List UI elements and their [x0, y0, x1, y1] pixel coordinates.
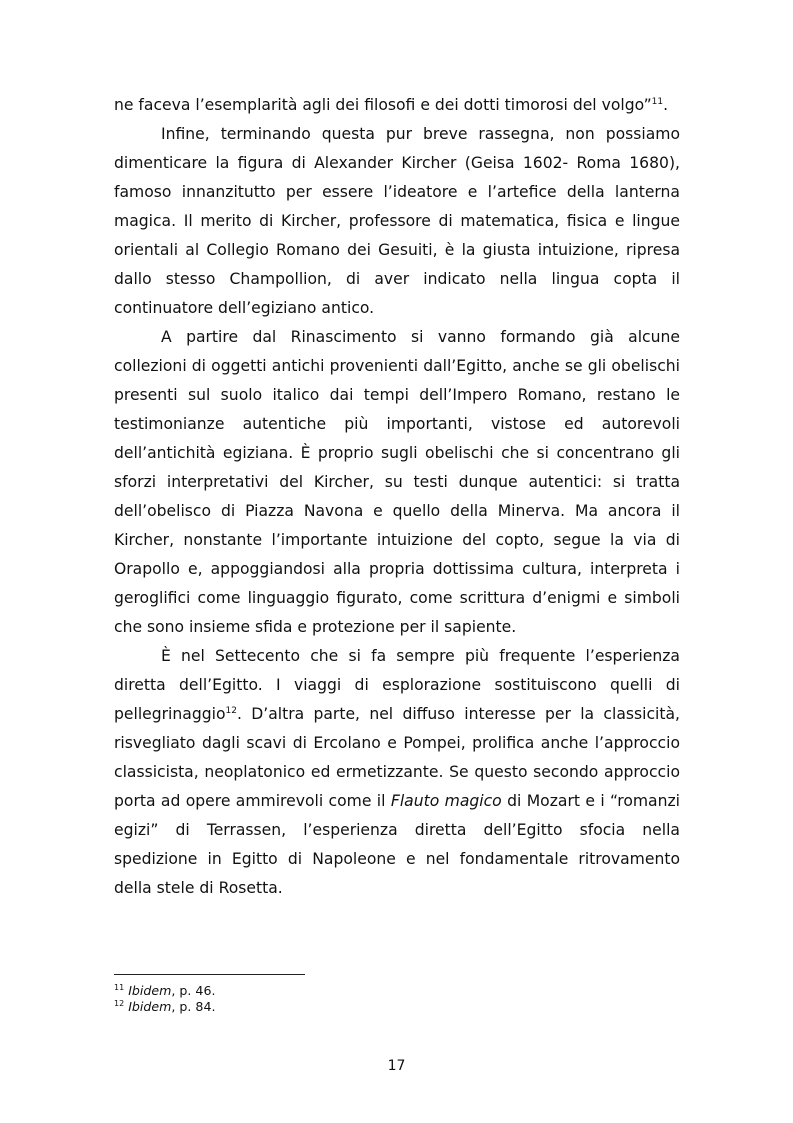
footnote-reference: 12	[225, 705, 237, 716]
page-body	[114, 91, 680, 903]
paragraph-p2	[114, 120, 680, 323]
paragraph-p4	[114, 642, 680, 903]
paragraph-text: di Mozart e i “romanzi egizi” di Terrassen, l’esperienza diretta dell’Egitto sfocia nella spedizione in Egitto di Napoleone e nel fondamentale ritrovamento della stele di Rosetta.	[114, 792, 681, 897]
footnotes	[114, 983, 680, 1015]
footnote-page: , p. 46.	[171, 983, 216, 998]
paragraph-p3	[114, 323, 680, 642]
footnote-12	[114, 999, 680, 1015]
paragraph-text: A partire dal Rinascimento si vanno formando già alcune collezioni di oggetti antichi provenienti dall’Egitto, anche se gli obelischi presenti sul suolo italico dai tempi dell’Impero Romano, restano le testimonianze autentiche più importanti, vistose ed autorevoli dell’antichità egiziana. È proprio sugli obelischi che si concentrano gli sforzi interpretativi del Kircher, su testi dunque autentici: si tratta dell’obelisco di Piazza Navona e quello della Minerva. Ma ancora il Kircher, nonstante l’importante intuizione del copto, segue la via di Orapollo e, appoggiandosi alla propria dottissima cultura, interpreta i geroglifici come linguaggio figurato, come scrittura d’enigmi e simboli che sono insieme sfida e protezione per il sapiente.	[114, 328, 680, 636]
footnote-11	[114, 983, 680, 999]
footnote-reference: 11	[651, 96, 664, 107]
body-text	[114, 91, 680, 903]
footnote-source: Ibidem	[128, 999, 172, 1014]
footnote-page: , p. 84.	[171, 999, 216, 1014]
paragraph-text: .	[663, 96, 669, 114]
footnote-number: 11	[114, 982, 125, 992]
paragraph-text: È nel Settecento che si fa sempre più frequente l’esperienza diretta dell’Egitto. I viaggi di esplorazione sostituiscono quelli di pellegrinaggio	[114, 647, 680, 723]
paragraph-text: Infine, terminando questa pur breve rassegna, non possiamo dimenticare la figura di Alexander Kircher (Geisa 1602- Roma 1680), famoso innanzitutto per essere l’ideatore e l’artefice della lanterna magica. Il merito di Kircher, professore di matematica, fisica e lingue orientali al Collegio Romano dei Gesuiti, è la giusta intuizione, ripresa dallo stesso Champollion, di aver indicato nella lingua copta il continuatore dell’egiziano antico.	[114, 125, 680, 317]
footnote-number: 12	[114, 998, 125, 1008]
footnote-separator	[114, 974, 305, 975]
paragraph-text: ne faceva l’esemplarità agli dei filosofi e dei dotti timorosi del volgo”	[114, 96, 652, 114]
footnote-source: Ibidem	[128, 983, 172, 998]
paragraph-text: . D’altra parte, nel diffuso interesse per la classicità, risvegliato dagli scavi di Ercolano e Pompei, prolifica anche l’approccio classicista, neoplatonico ed ermetizzante. Se questo secondo approccio porta ad opere ammirevoli come il	[114, 705, 680, 810]
italic-title: Flauto magico	[390, 792, 502, 810]
page-number: 17	[387, 1058, 406, 1074]
paragraph-p1	[114, 91, 680, 120]
